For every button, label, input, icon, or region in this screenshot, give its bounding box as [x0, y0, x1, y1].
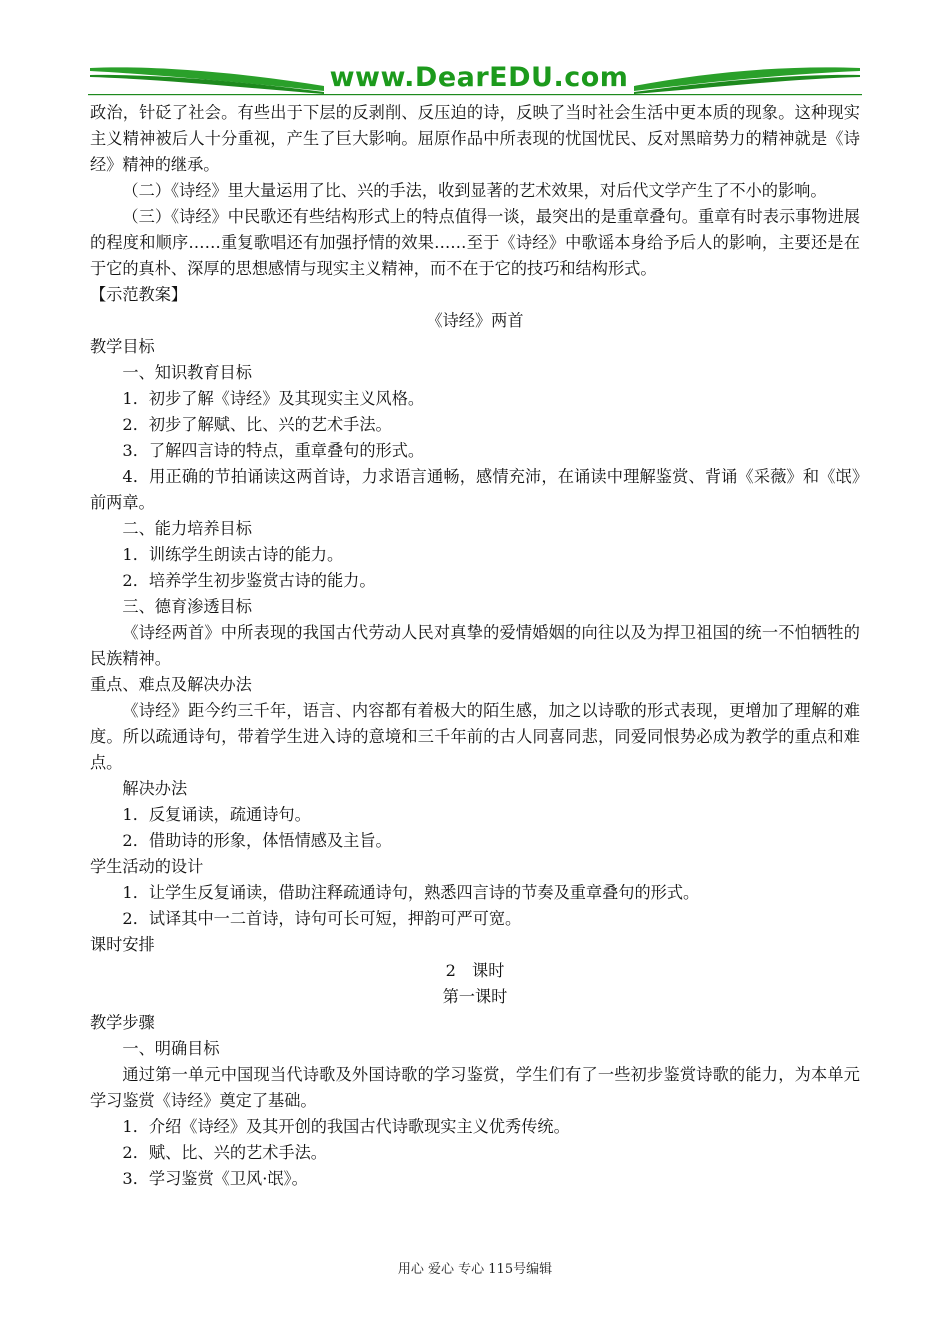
paragraph: （二）《诗经》里大量运用了比、兴的手法，收到显著的艺术效果，对后代文学产生了不小的影响。 [122, 181, 827, 200]
paragraph: 《诗经》距今约三千年，语言、内容都有着极大的陌生感，加之以诗歌的形式表现，更增加了理解的难度。所以疏通诗句，带着学生进入诗的意境和三千年前的古人同喜同悲，同爱同恨势必成为教学的重点和难点。 [90, 701, 860, 772]
paragraph: 1．让学生反复诵读，借助注释疏通诗句，熟悉四言诗的节奏及重章叠句的形式。 [122, 883, 700, 902]
paragraph: 三、德育渗透目标 [122, 597, 252, 616]
paragraph: 第一课时 [442, 987, 508, 1006]
paragraph: 二、能力培养目标 [122, 519, 252, 538]
paragraph: 学生活动的设计 [90, 857, 204, 876]
paragraph: 3．学习鉴赏《卫风·氓》。 [122, 1169, 308, 1188]
paragraph: 教学步骤 [90, 1013, 155, 1032]
paragraph: 4．用正确的节拍诵读这两首诗，力求语言通畅，感情充沛，在诵读中理解鉴赏、背诵《采薇》和《氓》前两章。 [90, 467, 860, 512]
paragraph: 1．反复诵读，疏通诗句。 [122, 805, 311, 824]
page-header [88, 62, 862, 96]
paragraph: 教学目标 [90, 337, 155, 356]
paragraph: 政治，针砭了社会。有些出于下层的反剥削、反压迫的诗，反映了当时社会生活中更本质的现象。这种现实主义精神被后人十分重视，产生了巨大影响。屈原作品中所表现的忧国忧民、反对黑暗势力的精神就是《诗经》精神的继承。 [90, 103, 860, 174]
paragraph: 一、明确目标 [122, 1039, 220, 1058]
page-footer: 用心 爱心 专心 115号编辑 [397, 1262, 553, 1277]
paragraph: 一、知识教育目标 [122, 363, 252, 382]
paragraph: 课时安排 [90, 935, 155, 954]
paragraph: 3．了解四言诗的特点，重章叠句的形式。 [122, 441, 425, 460]
paragraph: 2．培养学生初步鉴赏古诗的能力。 [122, 571, 376, 590]
paragraph: 通过第一单元中国现当代诗歌及外国诗歌的学习鉴赏，学生们有了一些初步鉴赏诗歌的能力，为本单元学习鉴赏《诗经》奠定了基础。 [90, 1065, 860, 1110]
paragraph: 2．借助诗的形象，体悟情感及主旨。 [122, 831, 392, 850]
document-body [90, 100, 860, 1192]
paragraph: （三）《诗经》中民歌还有些结构形式上的特点值得一谈，最突出的是重章叠句。重章有时表示事物进展的程度和顺序……重复歌唱还有加强抒情的效果……至于《诗经》中歌谣本身给予后人的影响，主要还是在于它的真朴、深厚的思想感情与现实主义精神，而不在于它的技巧和结构形式。 [90, 207, 860, 278]
paragraph: 《诗经两首》中所表现的我国古代劳动人民对真挚的爱情婚姻的向往以及为捍卫祖国的统一不怕牺牲的民族精神。 [90, 623, 860, 668]
paragraph: 2 课时 [445, 961, 505, 980]
paragraph: 【示范教案】 [90, 285, 188, 304]
paragraph: 2．试译其中一二首诗，诗句可长可短，押韵可严可宽。 [122, 909, 522, 928]
paragraph: 2．赋、比、兴的艺术手法。 [122, 1143, 327, 1162]
paragraph: 1．初步了解《诗经》及其现实主义风格。 [122, 389, 425, 408]
paragraph: 重点、难点及解决办法 [90, 675, 252, 694]
paragraph: 1．介绍《诗经》及其开创的我国古代诗歌现实主义优秀传统。 [122, 1117, 570, 1136]
paragraph: 解决办法 [122, 779, 188, 798]
paragraph: 2．初步了解赋、比、兴的艺术手法。 [122, 415, 392, 434]
paragraph: 《诗经》两首 [426, 311, 524, 330]
paragraph: 1．训练学生朗读古诗的能力。 [122, 545, 344, 564]
site-logo: www.DearEDU.com [329, 62, 629, 93]
